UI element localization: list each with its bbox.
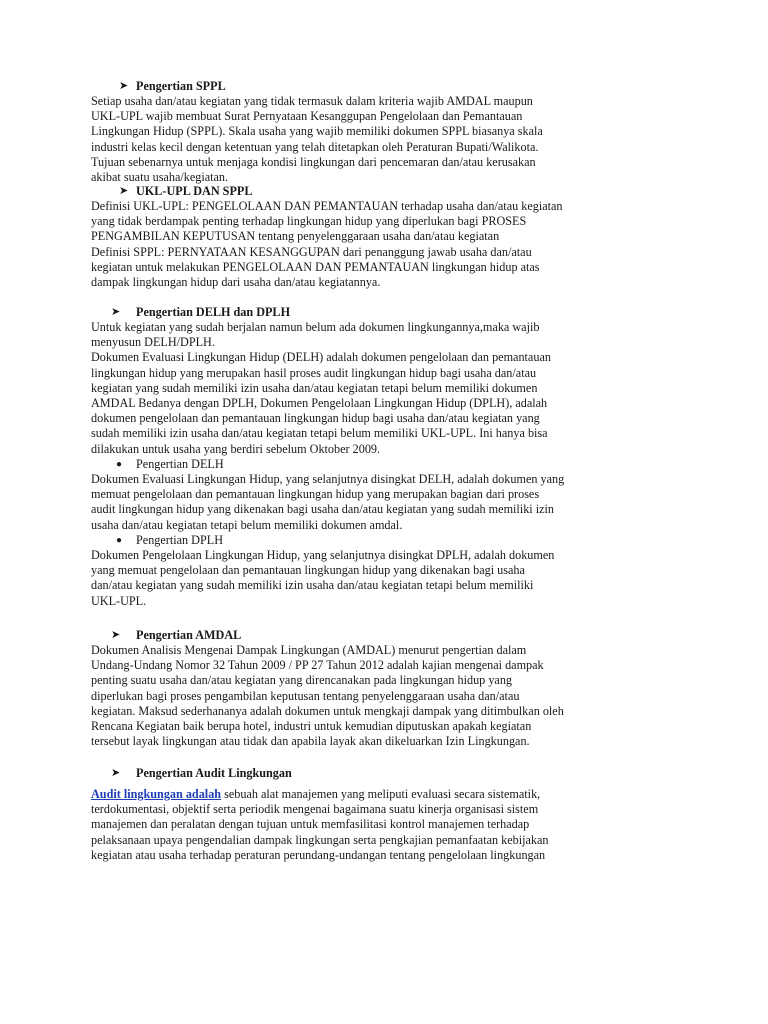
arrow-bullet-icon: ➤: [111, 629, 121, 641]
text-line: Rencana Kegiatan baik berupa hotel, industri untuk kemudian diputuskan apakah kegiatan: [91, 719, 532, 734]
text-line: lingkungan hidup yang merupakan hasil proses audit lingkungan hidup bagi usaha dan/atau: [91, 365, 537, 380]
text-line: Definisi UKL-UPL: PENGELOLAAN DAN PEMANTAUAN terhadap usaha dan/atau kegiatan: [91, 199, 563, 213]
text-line: penting suatu usaha dan/atau kegiatan yang direncanakan pada lingkungan hidup yang: [91, 673, 513, 688]
text-line: Untuk kegiatan yang sudah berjalan namun belum ada dokumen lingkungannya,maka wajib: [91, 320, 540, 334]
text-line: dokumen pengelolaan dan pemantauan lingkungan hidup bagi usaha dan/atau kegiatan yang: [91, 411, 540, 426]
text-line: akibat suatu usaha/kegiatan.: [91, 170, 229, 185]
text-line: dan/atau kegiatan yang sudah memiliki izin usaha dan/atau kegiatan tetapi belum memiliki: [91, 578, 534, 593]
text-line: dilakukan untuk usaha yang berdiri sebelum Oktober 2009.: [91, 441, 381, 456]
text-line: dampak lingkungan hidup dari usaha dan/atau kegiatannya.: [91, 275, 381, 290]
heading-delh-dplh: Pengertian DELH dan DPLH: [136, 305, 291, 319]
text-line: Tujuan sebenarnya untuk menjaga kondisi lingkungan dari pencemaran dan/atau kerusakan: [91, 154, 536, 169]
paragraph-sppl: [91, 94, 691, 185]
heading-audit: Pengertian Audit Lingkungan: [136, 766, 292, 780]
arrow-bullet-icon: ➤: [119, 185, 129, 197]
paragraph-amdal: [91, 643, 691, 749]
paragraph-ukl-upl: [91, 199, 691, 290]
text-line: Lingkungan Hidup (SPPL). Skala usaha yang wajib memiliki dokumen SPPL biasanya skala: [91, 124, 543, 139]
text-line: UKL-UPL.: [91, 593, 147, 608]
text-line: PENGAMBILAN KEPUTUSAN tentang penyelenggaraan usaha dan/atau kegiatan: [91, 229, 500, 244]
text-line: memuat pengelolaan dan pemantauan lingkungan hidup yang merupakan bagian dari proses: [91, 487, 540, 502]
text-line: kegiatan yang sudah memiliki izin usaha dan/atau kegiatan tetapi belum memiliki dokumen: [91, 380, 538, 395]
text-line: kegiatan atau usaha terhadap peraturan perundang-undangan tentang pengelolaan lingkungan: [91, 847, 546, 862]
text-line: Undang-Undang Nomor 32 Tahun 2009 / PP 27 Tahun 2012 adalah kajian mengenai dampak: [91, 658, 544, 673]
dot-bullet-icon: ●: [116, 459, 123, 470]
subheading-dplh: Pengertian DPLH: [136, 533, 223, 547]
arrow-bullet-icon: ➤: [111, 306, 121, 318]
text-line: Setiap usaha dan/atau kegiatan yang tidak termasuk dalam kriteria wajib AMDAL maupun: [91, 94, 533, 108]
text-line: [91, 787, 691, 802]
text-line: usaha dan/atau kegiatan tetapi belum memiliki dokumen amdal.: [91, 517, 403, 532]
dot-bullet-icon: ●: [116, 535, 123, 546]
text-line: Dokumen Evaluasi Lingkungan Hidup (DELH) adalah dokumen pengelolaan dan pemantauan: [91, 350, 551, 365]
text-line: terdokumentasi, objektif serta periodik mengenai bagaimana suatu kinerja organisasi sistem: [91, 802, 539, 817]
paragraph-dplh: [91, 548, 691, 609]
subheading-delh: Pengertian DELH: [136, 457, 224, 471]
text-line: industri kelas kecil dengan ketentuan yang telah ditetapkan oleh Peraturan Bupati/Walikota.: [91, 139, 539, 154]
text-line: yang tidak berdampak penting terhadap lingkungan hidup yang diperlukan bagi PROSES: [91, 214, 527, 229]
arrow-bullet-icon: ➤: [111, 767, 121, 779]
paragraph-audit: [91, 787, 691, 863]
text-line: diperlukan bagi proses pengambilan keputusan tentang penyelenggaraan usaha dan/atau: [91, 688, 520, 703]
text-line: UKL-UPL wajib membuat Surat Pernyataan Kesanggupan Pengelolaan dan Pemantauan: [91, 109, 523, 124]
text-fragment: sebuah alat manajemen yang meliputi evaluasi secara sistematik,: [221, 787, 541, 801]
text-line: sudah memiliki izin usaha dan/atau kegiatan tetapi belum memiliki UKL-UPL. Ini hanya bisa: [91, 426, 548, 441]
text-line: kegiatan untuk melakukan PENGELOLAAN DAN PEMANTAUAN lingkungan hidup atas: [91, 259, 540, 274]
heading-sppl: Pengertian SPPL: [136, 79, 226, 93]
text-line: tersebut layak lingkungan atau tidak dan apabila layak akan dikeluarkan Izin Lingkungan.: [91, 734, 530, 749]
text-line: audit lingkungan hidup yang dikenakan bagi usaha dan/atau kegiatan yang sudah memiliki izin: [91, 502, 555, 517]
text-line: Definisi SPPL: PERNYATAAN KESANGGUPAN dari penanggung jawab usaha dan/atau: [91, 244, 532, 259]
paragraph-delh-dplh: [91, 320, 691, 457]
text-line: yang memuat pengelolaan dan pemantauan lingkungan hidup yang dikenakan bagi usaha: [91, 563, 525, 578]
heading-ukl-upl: UKL-UPL DAN SPPL: [136, 184, 253, 198]
audit-link[interactable]: Audit lingkungan adalah: [91, 787, 222, 801]
text-line: AMDAL Bedanya dengan DPLH, Dokumen Pengelolaan Lingkungan Hidup (DPLH), adalah: [91, 396, 548, 411]
text-line: menyusun DELH/DPLH.: [91, 335, 215, 350]
paragraph-delh: [91, 472, 691, 533]
text-line: Dokumen Pengelolaan Lingkungan Hidup, yang selanjutnya disingkat DPLH, adalah dokumen: [91, 548, 555, 562]
arrow-bullet-icon: ➤: [119, 80, 129, 92]
heading-amdal: Pengertian AMDAL: [136, 628, 242, 642]
text-line: Dokumen Analisis Mengenai Dampak Lingkungan (AMDAL) menurut pengertian dalam: [91, 643, 527, 657]
text-line: pelaksanaan upaya pengendalian dampak lingkungan serta pengkajian pemanfaatan kebijakan: [91, 832, 549, 847]
text-line: manajemen dan peralatan dengan tujuan untuk memfasilitasi kontrol manajemen terhadap: [91, 817, 530, 832]
text-line: kegiatan. Maksud sederhananya adalah dokumen untuk mengkaji dampak yang ditimbulkan oleh: [91, 703, 564, 718]
text-line: Dokumen Evaluasi Lingkungan Hidup, yang selanjutnya disingkat DELH, adalah dokumen yang: [91, 472, 565, 486]
